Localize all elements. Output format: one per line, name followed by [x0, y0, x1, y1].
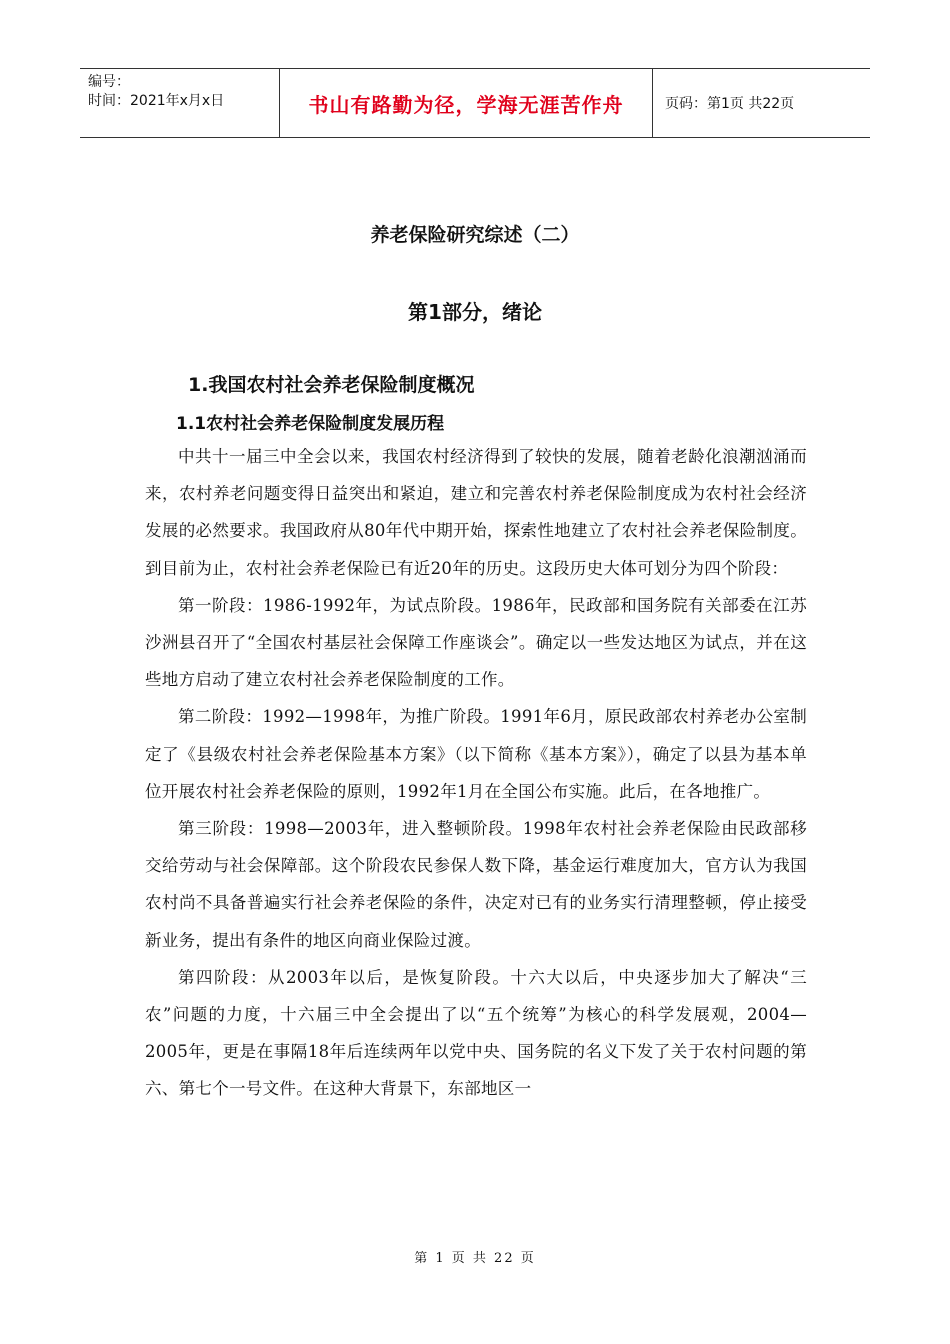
header-page-info: 页码：第1页 共22页 — [665, 96, 795, 112]
paragraph: 第三阶段：1998—2003年，进入整顿阶段。1998年农村社会养老保险由民政部移交给劳动与社会保障部。这个阶段农民参保人数下降，基金运行难度加大，官方认为我国农村尚不具备普遍实行社会养老保险的条件，决定对已有的业务实行清理整顿，停止接受新业务，提出有条件的地区向商业保险过渡。 — [145, 819, 807, 950]
paragraph: 第一阶段：1986-1992年，为试点阶段。1986年，民政部和国务院有关部委在江苏沙洲县召开了“全国农村基层社会保障工作座谈会”。确定以一些发达地区为试点，并在这些地方启动了建立农村社会养老保险制度的工作。 — [145, 595, 807, 690]
code-label: 编号： — [88, 74, 130, 90]
section-heading-1: 1.我国农村社会养老保险制度概况 — [188, 374, 475, 396]
paragraph: 第二阶段：1992—1998年，为推广阶段。1991年6月，原民政部农村养老办公室制定了《县级农村社会养老保险基本方案》（以下简称《基本方案》），确定了以县为基本单位开展农村社会养老保险的原则，1992年1月在全国公布实施。此后，在各地推广。 — [145, 707, 807, 801]
body-text — [145, 438, 807, 1108]
page-header — [80, 68, 870, 138]
time-label: 时间：2021年x月x日 — [88, 93, 225, 109]
paragraph: 第四阶段：从2003年以后，是恢复阶段。十六大以后，中央逐步加大了解决“三农”问题的力度，十六届三中全会提出了以“五个统筹”为核心的科学发展观，2004—2005年，更是在事隔18年后连续两年以党中央、国务院的名义下发了关于农村问题的第六、第七个一号文件。在这种大背景下，东部地区一 — [145, 967, 807, 1099]
header-motto: 书山有路勤为径，学海无涯苦作舟 — [280, 69, 653, 137]
document-title: 养老保险研究综述（二） — [370, 224, 580, 246]
header-meta — [80, 69, 280, 137]
page-footer: 第 1 页 共 22 页 — [414, 1251, 536, 1266]
part-title: 第1部分，绪论 — [408, 300, 542, 324]
paragraph: 中共十一届三中全会以来，我国农村经济得到了较快的发展，随着老龄化浪潮汹涌而来，农村养老问题变得日益突出和紧迫，建立和完善农村养老保险制度成为农村社会经济发展的必然要求。我国政府从80年代中期开始，探索性地建立了农村社会养老保险制度。到目前为止，农村社会养老保险已有近20年的历史。这段历史大体可划分为四个阶段： — [145, 447, 807, 578]
section-heading-1-1: 1.1农村社会养老保险制度发展历程 — [176, 414, 445, 434]
